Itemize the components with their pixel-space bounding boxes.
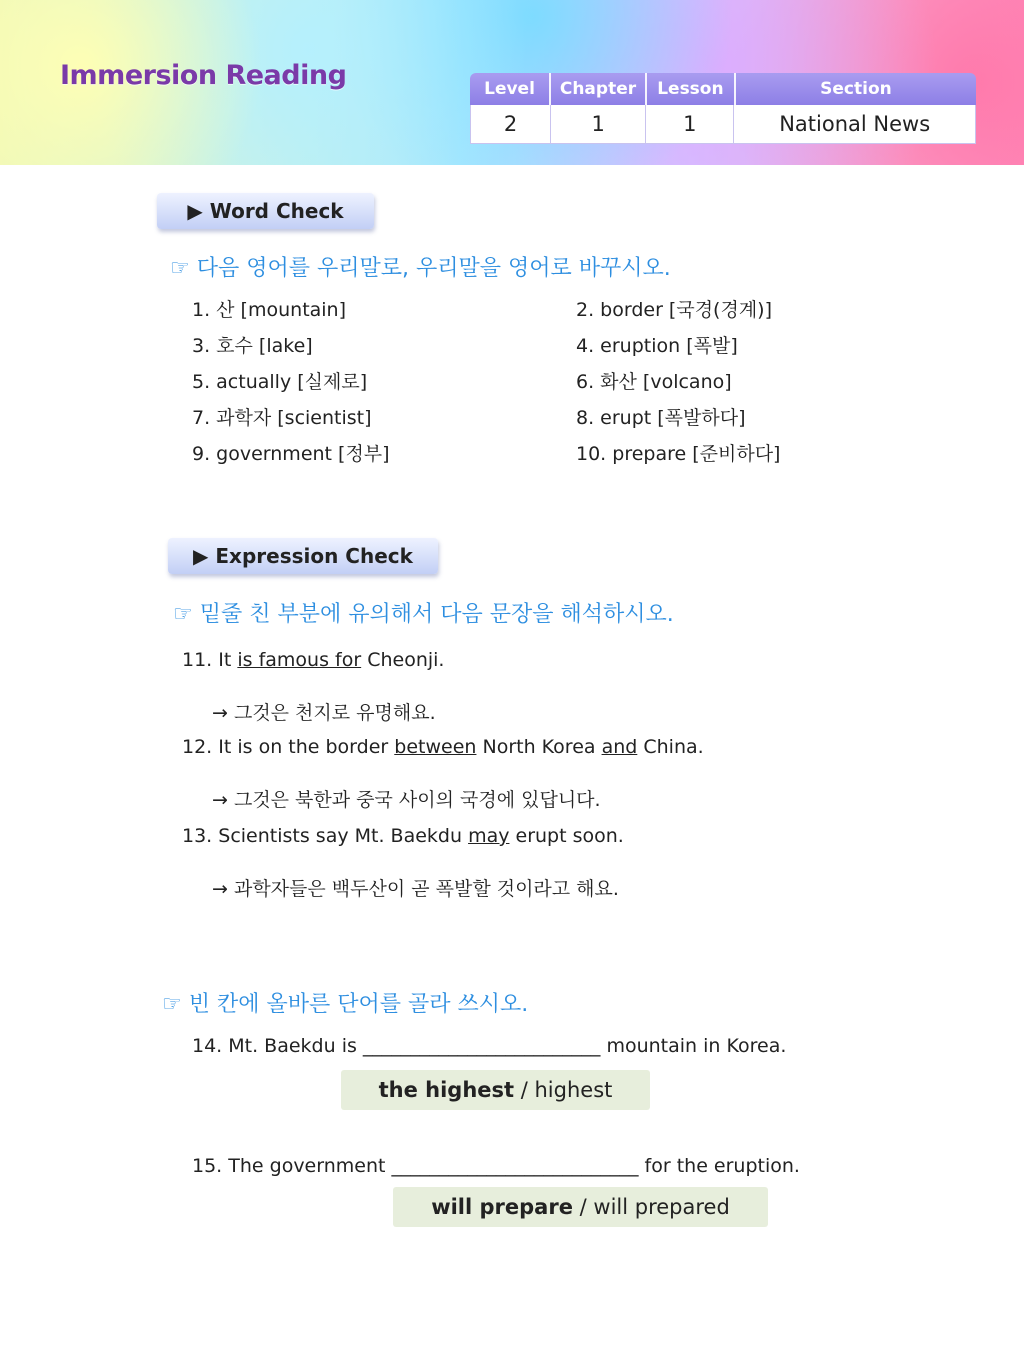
expression-check-label: ▶ Expression Check — [168, 538, 438, 574]
col-chapter: Chapter — [551, 73, 647, 105]
col-section: Section — [820, 79, 892, 99]
value-chapter: 1 — [551, 105, 646, 143]
word-item-3: 3. 호수 [lake] — [192, 335, 313, 357]
word-item-9: 9. government [정부] — [192, 443, 390, 465]
answer-11: → 그것은 천지로 유명해요. — [212, 702, 436, 724]
wrong-choice: will prepared — [593, 1195, 730, 1219]
expression-check-instruction: ☞ 밑줄 친 부분에 유의해서 다음 문장을 해석하시오. — [173, 602, 674, 627]
lesson-info-header — [470, 73, 976, 105]
question-14: 14. Mt. Baekdu is _________________________ mountain in Korea. — [192, 1035, 787, 1057]
choice-box-15: will prepare / will prepared — [393, 1187, 768, 1227]
col-level: Level — [470, 73, 551, 105]
word-check-label: ▶ Word Check — [157, 193, 374, 229]
question-12: 12. It is on the border between North Korea and China. — [182, 736, 704, 758]
underlined-phrase: may — [468, 825, 510, 847]
word-item-7: 7. 과학자 [scientist] — [192, 407, 372, 429]
blank-line: _________________________ — [362, 1035, 601, 1057]
question-15: 15. The government __________________________ for the eruption. — [192, 1155, 800, 1177]
brand-title: Immersion Reading — [60, 60, 347, 91]
word-item-1: 1. 산 [mountain] — [192, 299, 347, 321]
lesson-info-values — [470, 105, 976, 144]
word-item-4: 4. eruption [폭발] — [576, 335, 738, 357]
underlined-phrase: and — [601, 736, 638, 758]
underlined-phrase: is famous for — [237, 649, 362, 671]
question-13: 13. Scientists say Mt. Baekdu may erupt soon. — [182, 825, 624, 847]
lesson-info-table — [470, 73, 976, 144]
value-level: 2 — [471, 105, 551, 143]
word-item-10: 10. prepare [준비하다] — [576, 443, 781, 465]
correct-choice: will prepare — [431, 1195, 573, 1219]
col-lesson: Lesson — [647, 73, 736, 105]
wrong-choice: highest — [534, 1078, 613, 1102]
answer-13: → 과학자들은 백두산이 곧 폭발할 것이라고 해요. — [212, 878, 619, 900]
value-section: National News — [779, 112, 931, 136]
correct-choice: the highest — [378, 1078, 515, 1102]
underlined-phrase: between — [394, 736, 477, 758]
header-banner — [0, 0, 1024, 165]
blank-line: __________________________ — [391, 1155, 639, 1177]
choice-box-14: the highest / highest — [341, 1070, 650, 1110]
word-item-6: 6. 화산 [volcano] — [576, 371, 732, 393]
word-item-2: 2. border [국경(경계)] — [576, 299, 772, 321]
word-item-8: 8. erupt [폭발하다] — [576, 407, 746, 429]
answer-12: → 그것은 북한과 중국 사이의 국경에 있답니다. — [212, 789, 601, 811]
word-check-instruction: ☞ 다음 영어를 우리말로, 우리말을 영어로 바꾸시오. — [170, 256, 671, 281]
fill-blank-instruction: ☞ 빈 칸에 올바른 단어를 골라 쓰시오. — [162, 992, 529, 1017]
word-item-5: 5. actually [실제로] — [192, 371, 368, 393]
question-11: 11. It is famous for Cheonji. — [182, 649, 445, 671]
value-lesson: 1 — [646, 105, 734, 143]
